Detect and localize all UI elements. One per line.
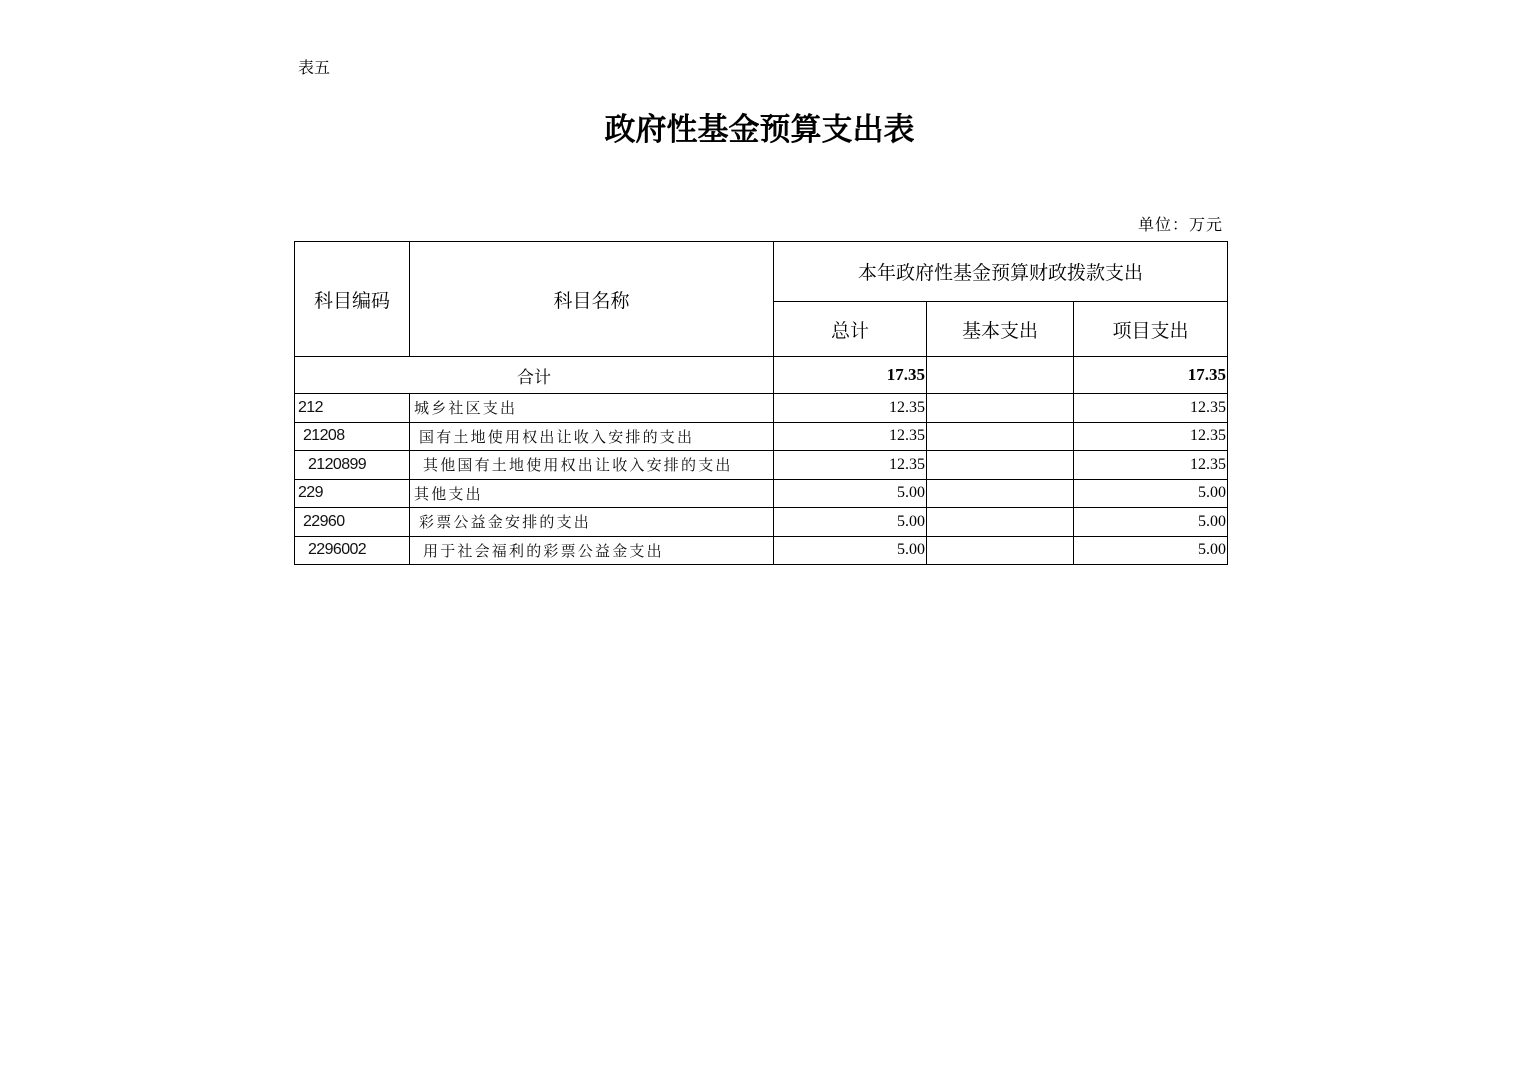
header-project: 项目支出: [1074, 302, 1228, 357]
row-code: 22960: [295, 508, 410, 537]
row-project: 12.35: [1074, 451, 1228, 480]
row-name: 国有土地使用权出让收入安排的支出: [410, 422, 774, 451]
row-basic: [927, 451, 1074, 480]
row-name: 其他支出: [410, 479, 774, 508]
header-basic: 基本支出: [927, 302, 1074, 357]
total-project: 17.35: [1074, 357, 1228, 394]
header-row-top: [295, 242, 1228, 302]
total-basic: [927, 357, 1074, 394]
budget-table: [294, 241, 1228, 565]
header-code: 科目编码: [295, 242, 410, 357]
table-row: [295, 479, 1228, 508]
row-project: 12.35: [1074, 422, 1228, 451]
row-code: 21208: [295, 422, 410, 451]
table-row: [295, 422, 1228, 451]
row-total: 5.00: [774, 508, 927, 537]
table-row: [295, 451, 1228, 480]
row-name: 用于社会福利的彩票公益金支出: [410, 536, 774, 565]
row-basic: [927, 394, 1074, 423]
row-code: 229: [295, 479, 410, 508]
row-project: 5.00: [1074, 479, 1228, 508]
total-label: 合计: [295, 357, 774, 394]
unit-note: 单位：万元: [1137, 215, 1223, 234]
row-basic: [927, 508, 1074, 537]
table-row: [295, 536, 1228, 565]
total-amount: 17.35: [774, 357, 927, 394]
row-code: 2120899: [295, 451, 410, 480]
table-row: [295, 508, 1228, 537]
row-code: 2296002: [295, 536, 410, 565]
total-row: [295, 357, 1228, 394]
row-name: 彩票公益金安排的支出: [410, 508, 774, 537]
row-basic: [927, 422, 1074, 451]
row-project: 12.35: [1074, 394, 1228, 423]
table-number-label: 表五: [298, 58, 331, 77]
header-group: 本年政府性基金预算财政拨款支出: [774, 242, 1228, 302]
row-total: 12.35: [774, 394, 927, 423]
row-code: 212: [295, 394, 410, 423]
row-project: 5.00: [1074, 508, 1228, 537]
row-name: 其他国有土地使用权出让收入安排的支出: [410, 451, 774, 480]
row-basic: [927, 536, 1074, 565]
row-name: 城乡社区支出: [410, 394, 774, 423]
row-total: 12.35: [774, 422, 927, 451]
table-row: [295, 394, 1228, 423]
row-total: 5.00: [774, 536, 927, 565]
header-name: 科目名称: [410, 242, 774, 357]
row-basic: [927, 479, 1074, 508]
header-total: 总计: [774, 302, 927, 357]
row-total: 12.35: [774, 451, 927, 480]
row-total: 5.00: [774, 479, 927, 508]
page-title: 政府性基金预算支出表: [604, 112, 915, 148]
row-project: 5.00: [1074, 536, 1228, 565]
